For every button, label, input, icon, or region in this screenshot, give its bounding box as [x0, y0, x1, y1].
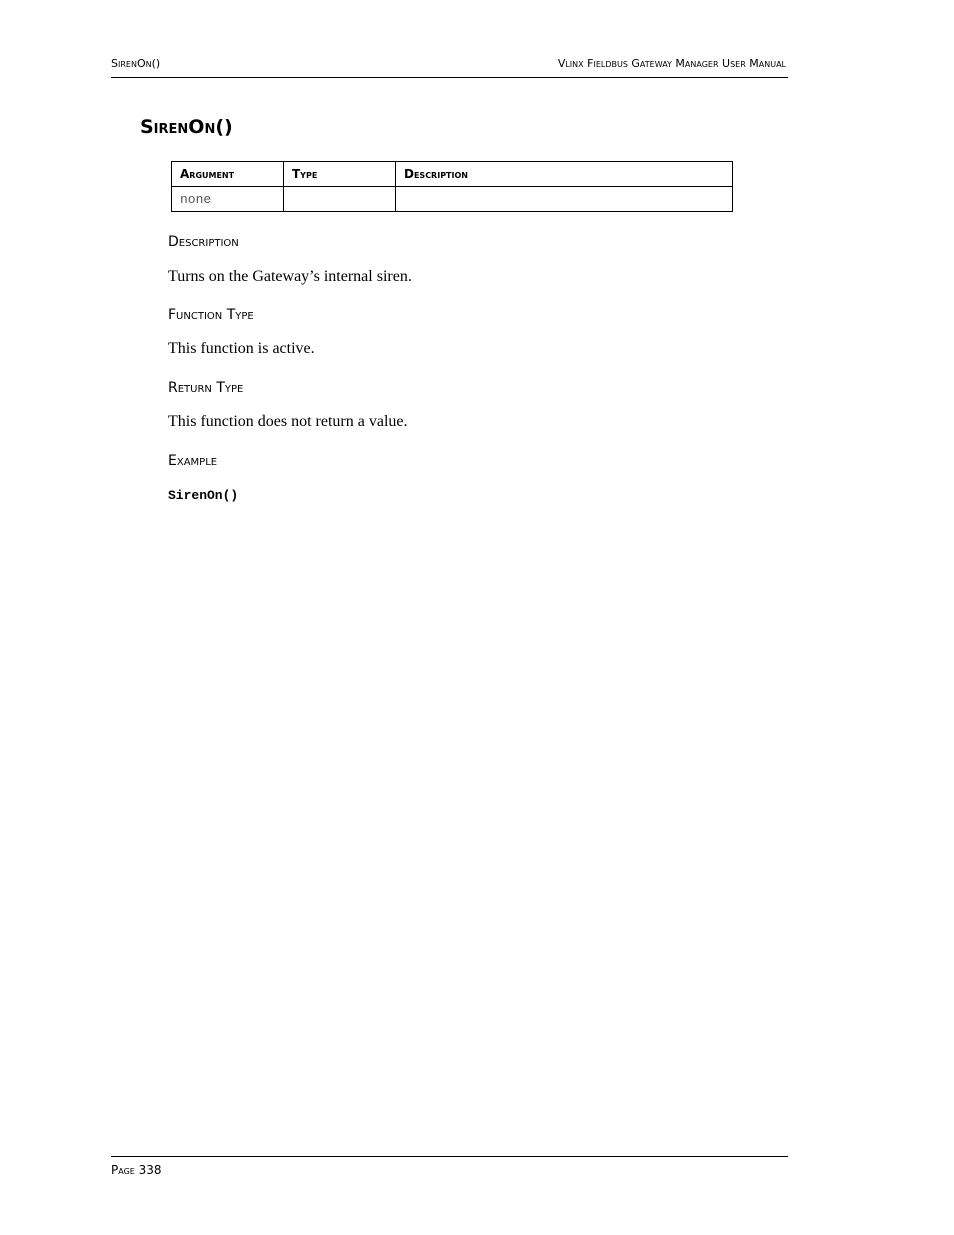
return-type-text: This function does not return a value.: [168, 413, 408, 430]
header-manual-title: Vlinx Fieldbus Gateway Manager User Manual: [557, 57, 786, 70]
page-title: SirenOn(): [140, 116, 233, 138]
function-type-text: This function is active.: [168, 340, 315, 357]
type-cell: [284, 187, 396, 212]
column-header-argument: Argument: [172, 162, 284, 187]
description-heading: Description: [168, 234, 239, 250]
column-header-type: Type: [284, 162, 396, 187]
column-header-description: Description: [396, 162, 733, 187]
page-number: Page 338: [111, 1163, 162, 1177]
header-section-title: SirenOn(): [111, 57, 161, 70]
page-header: [111, 55, 788, 78]
return-type-heading: Return Type: [168, 380, 244, 396]
example-code: SirenOn(): [168, 488, 239, 503]
argument-table: [171, 161, 733, 212]
example-heading: Example: [168, 453, 218, 469]
table-header-row: [172, 162, 733, 187]
argument-cell: none: [172, 187, 284, 212]
description-text: Turns on the Gateway’s internal siren.: [168, 268, 412, 285]
description-cell: [396, 187, 733, 212]
table-row: [172, 187, 733, 212]
page-footer: [111, 1156, 788, 1177]
function-type-heading: Function Type: [168, 307, 254, 323]
